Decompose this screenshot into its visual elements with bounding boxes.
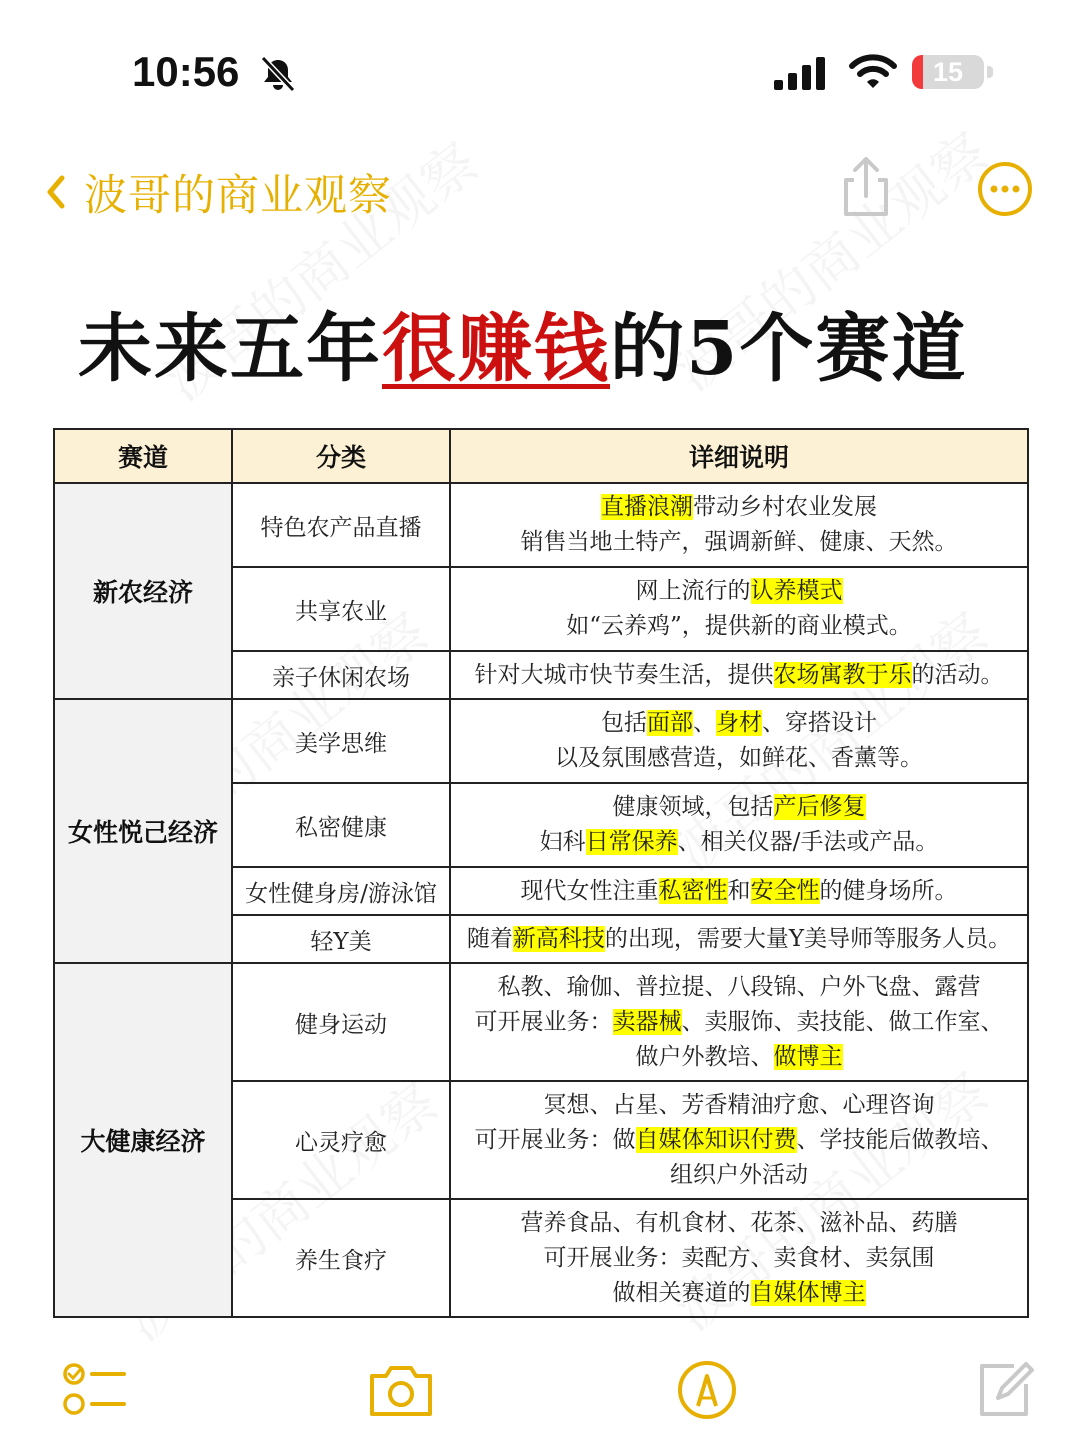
wifi-icon bbox=[848, 52, 898, 92]
detail-text: 妇科 bbox=[539, 829, 586, 855]
detail-cell bbox=[450, 699, 1028, 783]
page-title bbox=[78, 290, 968, 392]
detail-line bbox=[451, 970, 1027, 1005]
detail-text: 、学技能后做教培、 bbox=[796, 1126, 1004, 1153]
bell-slash-icon bbox=[258, 54, 298, 94]
detail-text: 和 bbox=[727, 877, 751, 904]
detail-line bbox=[451, 874, 1027, 909]
detail-text: 冥想、占星、芳香精油疗愈、心理咨询 bbox=[543, 1091, 935, 1118]
highlighted-text: 自媒体博主 bbox=[750, 1279, 866, 1306]
detail-line bbox=[451, 609, 1027, 644]
share-icon[interactable] bbox=[838, 154, 894, 220]
detail-line bbox=[451, 825, 1027, 860]
detail-text: 可开展业务：卖配方、卖食材、卖氛围 bbox=[543, 1244, 935, 1271]
table-row bbox=[54, 699, 1028, 783]
highlighted-text: 日常保养 bbox=[585, 829, 678, 855]
detail-line bbox=[451, 1005, 1027, 1040]
detail-text: 现代女性注重 bbox=[520, 877, 659, 904]
detail-text: 如“云养鸡”，提供新的商业模式。 bbox=[566, 613, 912, 639]
highlighted-text: 私密性 bbox=[658, 877, 728, 904]
markup-pen-icon[interactable] bbox=[672, 1358, 742, 1422]
detail-text: 、穿搭设计 bbox=[762, 710, 877, 736]
detail-line bbox=[451, 658, 1027, 693]
highlighted-text: 做博主 bbox=[773, 1043, 843, 1070]
battery-percent: 15 bbox=[932, 57, 964, 87]
category-cell: 健身运动 bbox=[232, 963, 450, 1081]
category-cell: 轻Y美 bbox=[232, 915, 450, 963]
detail-text: 可开展业务： bbox=[474, 1008, 613, 1035]
more-icon[interactable] bbox=[976, 160, 1034, 218]
detail-line bbox=[451, 490, 1027, 525]
battery-icon bbox=[912, 55, 994, 91]
detail-text: 、相关仪器/手法或产品。 bbox=[677, 829, 939, 855]
checklist-icon[interactable] bbox=[60, 1358, 130, 1422]
detail-text: 、卖服饰、卖技能、做工作室、 bbox=[681, 1008, 1004, 1035]
header-category: 分类 bbox=[232, 429, 450, 483]
detail-cell bbox=[450, 915, 1028, 963]
detail-line bbox=[451, 706, 1027, 741]
detail-text: 组织户外活动 bbox=[670, 1161, 808, 1188]
detail-text: 带动乡村农业发展 bbox=[693, 494, 877, 520]
highlighted-text: 认养模式 bbox=[750, 578, 843, 604]
detail-cell bbox=[450, 963, 1028, 1081]
category-cell: 心灵疗愈 bbox=[232, 1081, 450, 1199]
detail-text: 、 bbox=[693, 710, 716, 736]
detail-cell bbox=[450, 1081, 1028, 1199]
highlighted-text: 直播浪潮 bbox=[601, 494, 693, 520]
highlighted-text: 卖器械 bbox=[612, 1008, 682, 1035]
status-bar bbox=[0, 0, 1080, 140]
highlighted-text: 安全性 bbox=[750, 877, 820, 904]
signal-icon bbox=[772, 56, 832, 92]
camera-icon[interactable] bbox=[366, 1358, 436, 1422]
detail-line bbox=[451, 1088, 1027, 1123]
detail-cell bbox=[450, 783, 1028, 867]
nav-title: 波哥的商业观察 bbox=[84, 170, 392, 221]
highlighted-text: 新高科技 bbox=[512, 925, 605, 952]
table-row bbox=[54, 483, 1028, 567]
category-cell: 共享农业 bbox=[232, 567, 450, 651]
highlighted-text: 农场寓教于乐 bbox=[773, 661, 912, 688]
detail-text: 私教、瑜伽、普拉提、八段锦、户外飞盘、露营 bbox=[497, 973, 981, 1000]
category-cell: 美学思维 bbox=[232, 699, 450, 783]
detail-text: 健康领域，包括 bbox=[612, 794, 774, 820]
detail-text: 做相关赛道的 bbox=[612, 1279, 751, 1306]
title-suffix: 的5个赛道 bbox=[610, 306, 968, 392]
detail-cell bbox=[450, 867, 1028, 915]
detail-text: 的出现，需要大量Y美导师等服务人员。 bbox=[604, 925, 1012, 952]
detail-line bbox=[451, 1241, 1027, 1276]
detail-text: 可开展业务：做 bbox=[474, 1126, 636, 1153]
detail-text: 的健身场所。 bbox=[819, 877, 958, 904]
track-cell: 大健康经济 bbox=[54, 963, 232, 1317]
highlighted-text: 自媒体知识付费 bbox=[635, 1126, 797, 1153]
detail-text: 做户外教培、 bbox=[635, 1043, 774, 1070]
header-detail: 详细说明 bbox=[450, 429, 1028, 483]
detail-text: 营养食品、有机食材、花茶、滋补品、药膳 bbox=[520, 1209, 958, 1236]
table-header-row bbox=[54, 429, 1028, 483]
detail-line bbox=[451, 1276, 1027, 1311]
header-track: 赛道 bbox=[54, 429, 232, 483]
category-cell: 女性健身房/游泳馆 bbox=[232, 867, 450, 915]
chevron-left-icon bbox=[42, 172, 70, 212]
back-button[interactable] bbox=[42, 162, 392, 222]
detail-text: 包括 bbox=[601, 710, 647, 736]
category-cell: 养生食疗 bbox=[232, 1199, 450, 1317]
detail-text: 针对大城市快节奏生活，提供 bbox=[474, 661, 774, 688]
detail-cell bbox=[450, 651, 1028, 699]
compose-icon[interactable] bbox=[972, 1358, 1042, 1422]
detail-line bbox=[451, 1040, 1027, 1075]
detail-line bbox=[451, 525, 1027, 560]
title-highlight: 很赚钱 bbox=[382, 306, 610, 392]
detail-cell bbox=[450, 567, 1028, 651]
category-cell: 私密健康 bbox=[232, 783, 450, 867]
track-cell: 女性悦己经济 bbox=[54, 699, 232, 963]
detail-text: 的活动。 bbox=[911, 661, 1004, 688]
highlighted-text: 身材 bbox=[716, 710, 762, 736]
title-prefix: 未来五年 bbox=[78, 306, 382, 392]
detail-line bbox=[451, 922, 1027, 957]
detail-text: 随着 bbox=[466, 925, 513, 952]
status-time: 10:56 bbox=[132, 48, 240, 95]
highlighted-text: 产后修复 bbox=[773, 794, 866, 820]
detail-line bbox=[451, 574, 1027, 609]
tracks-table bbox=[53, 428, 1027, 1318]
category-cell: 亲子休闲农场 bbox=[232, 651, 450, 699]
track-cell: 新农经济 bbox=[54, 483, 232, 699]
detail-line bbox=[451, 741, 1027, 776]
detail-cell bbox=[450, 483, 1028, 567]
category-cell: 特色农产品直播 bbox=[232, 483, 450, 567]
detail-line bbox=[451, 1123, 1027, 1158]
detail-text: 以及氛围感营造，如鲜花、香薰等。 bbox=[555, 745, 923, 771]
detail-line bbox=[451, 1158, 1027, 1193]
detail-text: 网上流行的 bbox=[635, 578, 751, 604]
table-row bbox=[54, 963, 1028, 1081]
detail-text: 销售当地土特产，强调新鲜、健康、天然。 bbox=[520, 529, 958, 555]
detail-line bbox=[451, 1206, 1027, 1241]
highlighted-text: 面部 bbox=[647, 710, 693, 736]
detail-line bbox=[451, 790, 1027, 825]
detail-cell bbox=[450, 1199, 1028, 1317]
